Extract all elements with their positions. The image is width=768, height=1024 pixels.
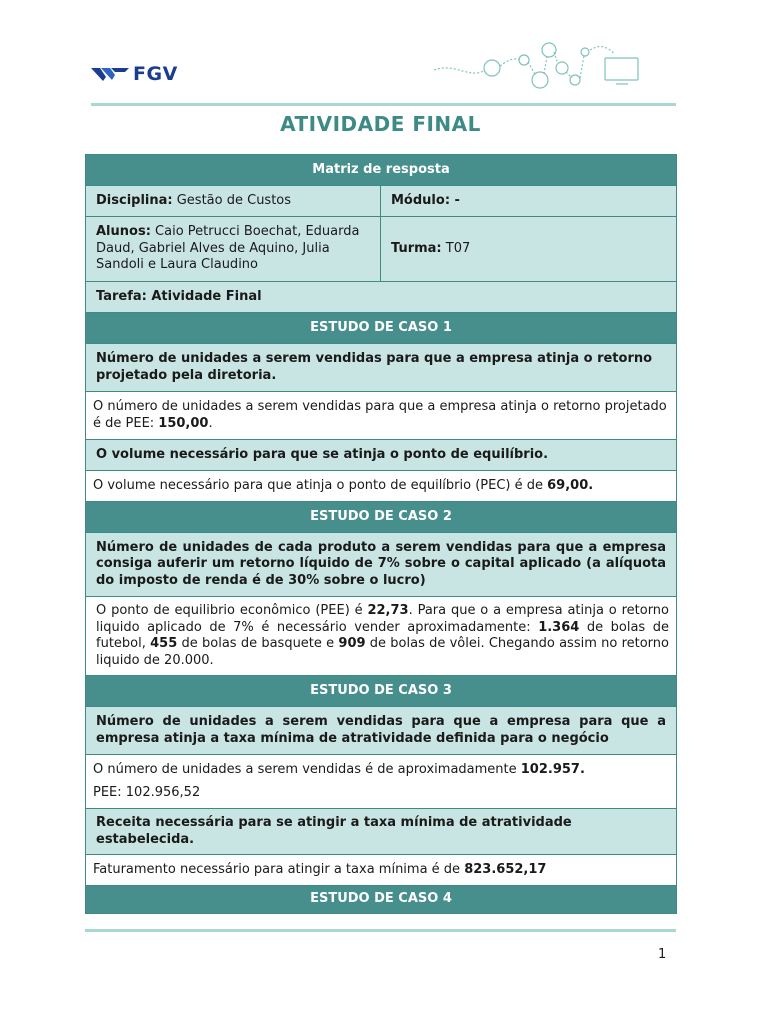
caso3-answer-2-text: Faturamento necessário para atingir a taxa mínima é de [93, 861, 465, 877]
caso3-answer-1-pee: PEE: 102.956,52 [93, 784, 201, 800]
caso2-answer-part5: de bolas de vôlei. Chegando assim no retorno liquido de 20.000. [96, 636, 669, 668]
caso2-answer-part3: de bolas de futebol, [96, 619, 669, 651]
caso2-answer-1 [86, 597, 677, 676]
caso3-question-1: Número de unidades a serem vendidas para que a empresa para que a empresa atinja a taxa mínima de atratividade definida para o negócio [86, 707, 677, 755]
caso1-question-2: O volume necessário para que se atinja o ponto de equilíbrio. [86, 440, 677, 471]
caso3-answer-1-line [93, 762, 669, 779]
caso2-answer-pee: 22,73 [367, 603, 409, 618]
caso3-answer-1-value: 102.957. [520, 762, 585, 777]
caso3-answer-1 [86, 755, 677, 809]
alunos-cell [86, 217, 381, 282]
turma-label: Turma: [391, 240, 442, 256]
fgv-logo-icon [91, 66, 129, 82]
caso1-answer-1 [86, 392, 677, 440]
caso1-heading: ESTUDO DE CASO 1 [86, 313, 677, 344]
caso2-answer-part4: de bolas de basquete e [177, 636, 339, 651]
caso2-answer-part2: . Para que o a empresa atinja o retorno liquido aplicado de 7% é necessário vender aproximadamente: [96, 603, 669, 635]
matrix-title: Matriz de resposta [86, 155, 677, 186]
tarefa-cell [86, 282, 677, 313]
caso1-answer-1-end: . [208, 415, 213, 431]
caso2-answer-value-2: 455 [150, 636, 178, 651]
footer-rule [85, 929, 676, 932]
header-rule [91, 103, 676, 106]
caso3-answer-2 [86, 855, 677, 886]
answer-matrix-table [85, 154, 677, 914]
caso2-heading: ESTUDO DE CASO 2 [86, 502, 677, 533]
page-number: 1 [658, 947, 667, 962]
modulo-label: Módulo: - [391, 192, 460, 208]
modulo-cell [381, 186, 677, 217]
caso3-answer-1-text: O número de unidades a serem vendidas é de aproximadamente [93, 762, 521, 777]
caso2-question-1: Número de unidades de cada produto a serem vendidas para que a empresa consiga auferir um retorno líquido de 7% sobre o capital aplicado (a alíquota do imposto de renda é de 30% sobre o lucro) [86, 533, 677, 597]
caso2-answer-value-3: 909 [338, 636, 366, 651]
disciplina-value: Gestão de Custos [176, 192, 292, 208]
caso1-answer-2-value: 69,00. [547, 477, 594, 493]
caso3-heading: ESTUDO DE CASO 3 [86, 676, 677, 707]
logo-text: FGV [133, 63, 178, 85]
caso3-answer-2-value: 823.652,17 [464, 861, 547, 877]
caso1-answer-2 [86, 471, 677, 502]
technology-illustration-icon [430, 40, 645, 90]
caso3-question-2: Receita necessária para se atingir a taxa mínima de atratividade estabelecida. [86, 809, 677, 855]
turma-cell [381, 217, 677, 282]
caso1-question-1: Número de unidades a serem vendidas para que a empresa atinja o retorno projetado pela diretoria. [86, 344, 677, 392]
caso1-answer-1-text: O número de unidades a serem vendidas para que a empresa atinja o retorno projetado é de PEE: [93, 399, 667, 431]
caso4-heading: ESTUDO DE CASO 4 [86, 886, 677, 914]
disciplina-cell [86, 186, 381, 217]
caso1-answer-2-text: O volume necessário para que atinja o ponto de equilíbrio (PEC) é de [93, 477, 548, 493]
fgv-logo [91, 63, 178, 85]
caso2-answer-part1: O ponto de equilibrio econômico (PEE) é [96, 603, 368, 618]
disciplina-label: Disciplina: [96, 192, 173, 208]
alunos-label: Alunos: [96, 224, 151, 240]
caso2-answer-value-1: 1.364 [538, 619, 580, 635]
document-title: ATIVIDADE FINAL [280, 112, 481, 136]
tarefa-label: Tarefa: Atividade Final [96, 288, 262, 304]
alunos-value: Caio Petrucci Boechat, Eduarda Daud, Gabriel Alves de Aquino, Julia Sandoli e Laura Claudino [96, 224, 360, 273]
turma-value: T07 [445, 240, 471, 256]
caso1-answer-1-value: 150,00 [158, 415, 209, 431]
